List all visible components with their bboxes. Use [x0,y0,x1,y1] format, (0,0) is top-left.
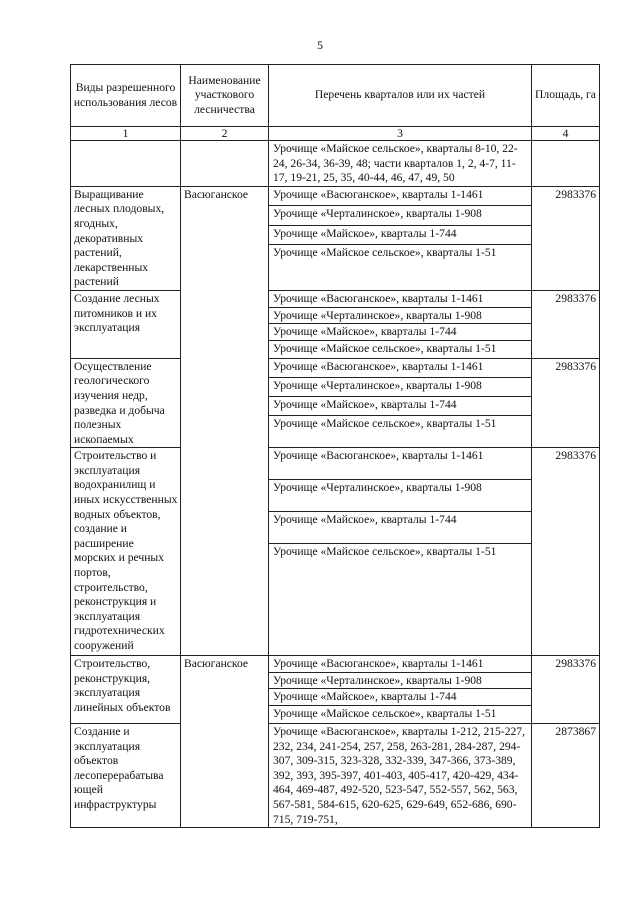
use-type-cell: Создание и эксплуатация объектов лесоперерабатыва ющей инфраструктуры [71,724,181,828]
quarters-cell: Урочище «Васюганское», кварталы 1-1461 [269,448,532,480]
area-cell [532,141,600,187]
quarters-cell: Урочище «Васюганское», кварталы 1-1461 [269,186,532,205]
forestry-cell [181,141,269,187]
table-row [71,448,600,480]
quarters-cell: Урочище «Черталинское», кварталы 1-908 [269,377,532,396]
page-number: 5 [317,38,323,52]
header-area: Площадь, га [532,65,600,127]
table-row [71,358,600,377]
quarters-cell: Урочище «Васюганское», кварталы 1-212, 215-227, 232, 234, 241-254, 257, 258, 263-281, 284-287, 294-307, 309-315, 323-328, 332-339, 347-366, 373-389, 392, 393, 395-397, 401-403, 405-417, 420-429, 434-464, 469-487, 492-520, 523-547, 552-557, 562, 563, 567-581, 584-615, 620-625, 629-649, 652-686, 690-715, 719-751, [269,724,532,828]
quarters-cell: Урочище «Майское», кварталы 1-744 [269,397,532,416]
quarters-cell: Урочище «Васюганское», кварталы 1-1461 [269,358,532,377]
quarters-cell: Урочище «Черталинское», кварталы 1-908 [269,206,532,225]
use-type-cell [71,141,181,187]
column-number: 1 [71,127,181,141]
quarters-cell: Урочище «Черталинское», кварталы 1-908 [269,307,532,324]
table-row [71,141,600,187]
quarters-cell: Урочище «Майское сельское», кварталы 1-51 [269,416,532,448]
header-use-type: Виды разрешенного использования лесов [71,65,181,127]
use-type-cell: Строительство, реконструкция, эксплуатация линейных объектов [71,656,181,724]
column-number: 4 [532,127,600,141]
quarters-cell: Урочище «Майское», кварталы 1-744 [269,689,532,706]
area-cell: 2983376 [532,186,600,290]
quarters-cell: Урочище «Майское сельское», кварталы 1-51 [269,244,532,290]
quarters-cell: Урочище «Черталинское», кварталы 1-908 [269,672,532,689]
area-cell: 2983376 [532,656,600,724]
use-type-cell: Осуществление геологического изучения недр, разведка и добыча полезных ископаемых [71,358,181,448]
header-forestry-name: Наименование участкового лесничества [181,65,269,127]
area-cell: 2983376 [532,290,600,358]
table-row [71,656,600,673]
header-quarters-list: Перечень кварталов или их частей [269,65,532,127]
forest-use-table [70,64,600,828]
column-number: 2 [181,127,269,141]
table-row [71,186,600,205]
area-cell: 2983376 [532,358,600,448]
quarters-cell: Урочище «Майское сельское», кварталы 1-51 [269,706,532,724]
table-row [71,290,600,307]
quarters-cell: Урочище «Васюганское», кварталы 1-1461 [269,656,532,673]
forestry-cell: Васюганское [181,656,269,828]
use-type-cell: Выращивание лесных плодовых, ягодных, декоративных растений, лекарственных растений [71,186,181,290]
quarters-cell: Урочище «Майское», кварталы 1-744 [269,512,532,544]
use-type-cell: Создание лесных питомников и их эксплуатация [71,290,181,358]
area-cell: 2873867 [532,724,600,828]
column-number-row [71,127,600,141]
quarters-cell: Урочище «Майское сельское», кварталы 8-10, 22-24, 26-34, 36-39, 48; части кварталов 1, 2, 4-7, 11-17, 19-21, 25, 35, 40-44, 46, 47, 49, 50 [269,141,532,187]
column-number: 3 [269,127,532,141]
table-header-row [71,65,600,127]
quarters-cell: Урочище «Майское», кварталы 1-744 [269,324,532,341]
table-row [71,724,600,828]
quarters-cell: Урочище «Васюганское», кварталы 1-1461 [269,290,532,307]
quarters-cell: Урочище «Майское сельское», кварталы 1-51 [269,340,532,358]
use-type-cell: Строительство и эксплуатация водохранилищ и иных искусственных водных объектов, создание и расширение морских и речных портов, строительство, реконструкция и эксплуатация гидротехнических сооружений [71,448,181,656]
area-cell: 2983376 [532,448,600,656]
quarters-cell: Урочище «Черталинское», кварталы 1-908 [269,480,532,512]
forestry-cell: Васюганское [181,186,269,656]
quarters-cell: Урочище «Майское», кварталы 1-744 [269,225,532,244]
quarters-cell: Урочище «Майское сельское», кварталы 1-51 [269,544,532,656]
